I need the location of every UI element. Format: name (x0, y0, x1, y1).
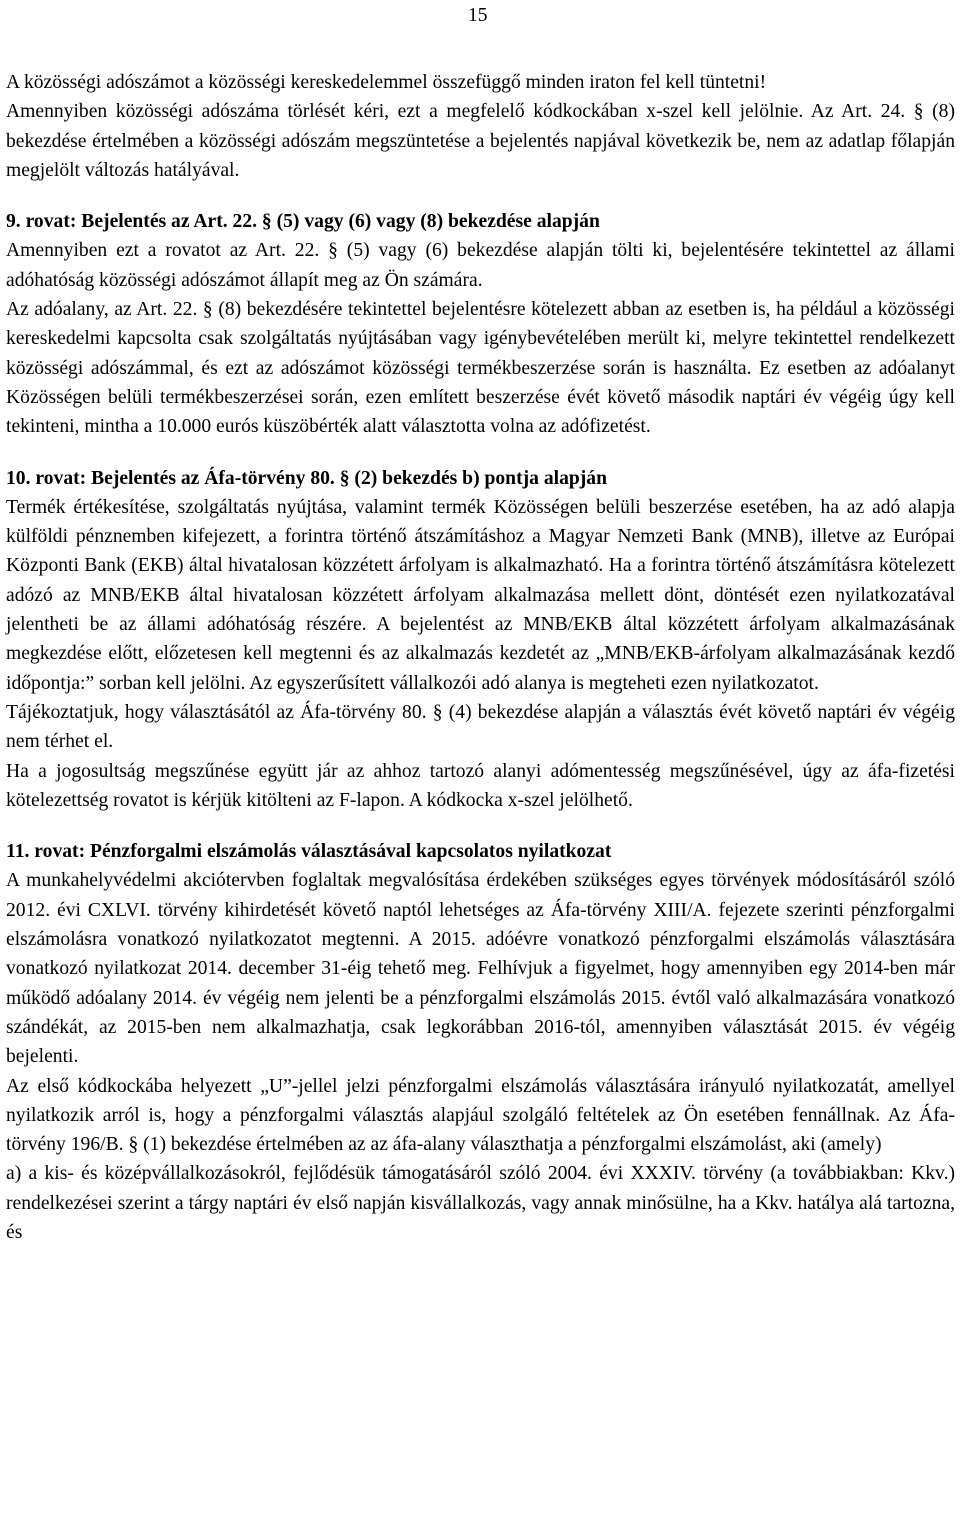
paragraph-adoszam-feltuntetes: A közösségi adószámot a közösségi kereskedelemmel összefüggő minden iraton fel kell tüntetni! (6, 72, 767, 93)
paragraph-rovat-11-kkv: a) a kis- és középvállalkozásokról, fejlődésük támogatásáról szóló 2004. évi XXXIV. törvény (a továbbiakban: Kkv.) rendelkezései szerint a tárgy naptári év első napján kisvállalkozás, vagy annak minősülne, ha a Kkv. hatálya alá tartozna, és (6, 1163, 955, 1243)
spacer (6, 815, 955, 837)
paragraph-rovat-10-megszunes: Ha a jogosultság megszűnése együtt jár az ahhoz tartozó alanyi adómentesség megszűnésével, úgy az áfa-fizetési kötelezettség rovatot is kérjük kitölteni az F-lapon. A kódkocka x-szel jelölhető. (6, 760, 955, 811)
paragraph-rovat-11-nyilatkozat: A munkahelyvédelmi akciótervben foglaltak megvalósítása érdekében szükséges egyes törvények módosításáról szóló 2012. évi CXLVI. törvény kihirdetését követő naptól lehetséges az Áfa-törvény XIII/A. fejezete szerinti pénzforgalmi elszámolásra vonatkozó nyilatkozatot megtenni. A 2015. adóévre vonatkozó pénzforgalmi elszámolás választására vonatkozó nyilatkozat 2014. december 31-éig tehető meg. Felhívjuk a figyelmet, hogy amennyiben egy 2014-ben már működő adóalany 2014. év végéig nem jelenti be a pénzforgalmi elszámolás 2015. évtől való alkalmazására vonatkozó szándékát, az 2015-ben nem alkalmazhatja, csak legkorábban 2016-tól, amennyiben választását 2015. év végéig bejelenti. (6, 870, 955, 1068)
heading-rovat-10: 10. rovat: Bejelentés az Áfa-törvény 80. § (2) bekezdés b) pontja alapján (6, 467, 607, 489)
heading-rovat-9: 9. rovat: Bejelentés az Art. 22. § (5) vagy (6) vagy (8) bekezdése alapján (6, 211, 600, 233)
paragraph-rovat-9-kitoltes: Amennyiben ezt a rovatot az Art. 22. § (5) vagy (6) bekezdése alapján tölti ki, bejelentésére tekintettel az állami adóhatóság közösségi adószámot állapít meg az Ön számára. (6, 240, 955, 291)
spacer (6, 185, 955, 207)
paragraph-adoszam-torles: Amennyiben közösségi adószáma törlését kéri, ezt a megfelelő kódkockában x-szel kell jelölnie. Az Art. 24. § (8) bekezdése értelmében a közösségi adószám megszüntetése a bejelentés napjával következik be, nem az adatlap főlapján megjelölt változás hatályával. (6, 101, 955, 181)
spacer (6, 442, 955, 464)
paragraph-rovat-10-tajekoztatas: Tájékoztatjuk, hogy választásától az Áfa-törvény 80. § (4) bekezdése alapján a választás évét követő naptári év végéig nem térhet el. (6, 701, 955, 753)
paragraph-rovat-9-bejelentes: Az adóalany, az Art. 22. § (8) bekezdésére tekintettel bejelentésre kötelezett abban az esetben is, ha például a közösségi kereskedelmi kapcsolta csak szolgáltatás nyújtásában vagy igénybevételében merült ki, melyre tekintettel rendelkezett közösségi adószámmal, és ezt az adószámot közösségi termékbeszerzése során is használta. Ez esetben az adóalanyt Közösségen belüli termékbeszerzései során, ezen említett beszerzése évét követő második naptári év végéig úgy kell tekinteni, mintha a 10.000 eurós küszöbérték alatt választotta volna az adófizetést. (6, 299, 955, 438)
document-body (6, 68, 955, 1247)
page-number: 15 (468, 5, 488, 26)
heading-rovat-11: 11. rovat: Pénzforgalmi elszámolás választásával kapcsolatos nyilatkozat (6, 841, 612, 863)
paragraph-rovat-10-arfolyam: Termék értékesítése, szolgáltatás nyújtása, valamint termék Közösségen belüli beszerzése esetében, ha az adó alapja külföldi pénznemben kifejezett, a forintra történő átszámításhoz a Magyar Nemzeti Bank (MNB), illetve az Európai Központi Bank (EKB) által hivatalosan közzétett árfolyam is alkalmazható. Ha a forintra történő átszámításra kötelezett adózó az MNB/EKB által hivatalosan közzétett árfolyam alkalmazása mellett dönt, döntését ezen nyilatkozatával jelentheti be az állami adóhatóság részére. A bejelentést az MNB/EKB által közzétett árfolyam alkalmazásának megkezdése előtt, előzetesen kell megtenni és az alkalmazás kezdetét az „MNB/EKB-árfolyam alkalmazásának kezdő időpontja:” sorban kell jelölni. Az egyszerűsített vállalkozói adó alanya is megteheti ezen nyilatkozatot. (6, 496, 955, 694)
paragraph-rovat-11-kodkocka: Az első kódkockába helyezett „U”-jellel jelzi pénzforgalmi elszámolás választására irányuló nyilatkozatát, amellyel nyilatkozik arról is, hogy a pénzforgalmi választás alapjául szolgáló feltételek az Ön esetében fennállnak. Az Áfa-törvény 196/B. § (1) bekezdése értelmében az az áfa-alany választhatja a pénzforgalmi elszámolást, aki (amely) (6, 1075, 955, 1156)
